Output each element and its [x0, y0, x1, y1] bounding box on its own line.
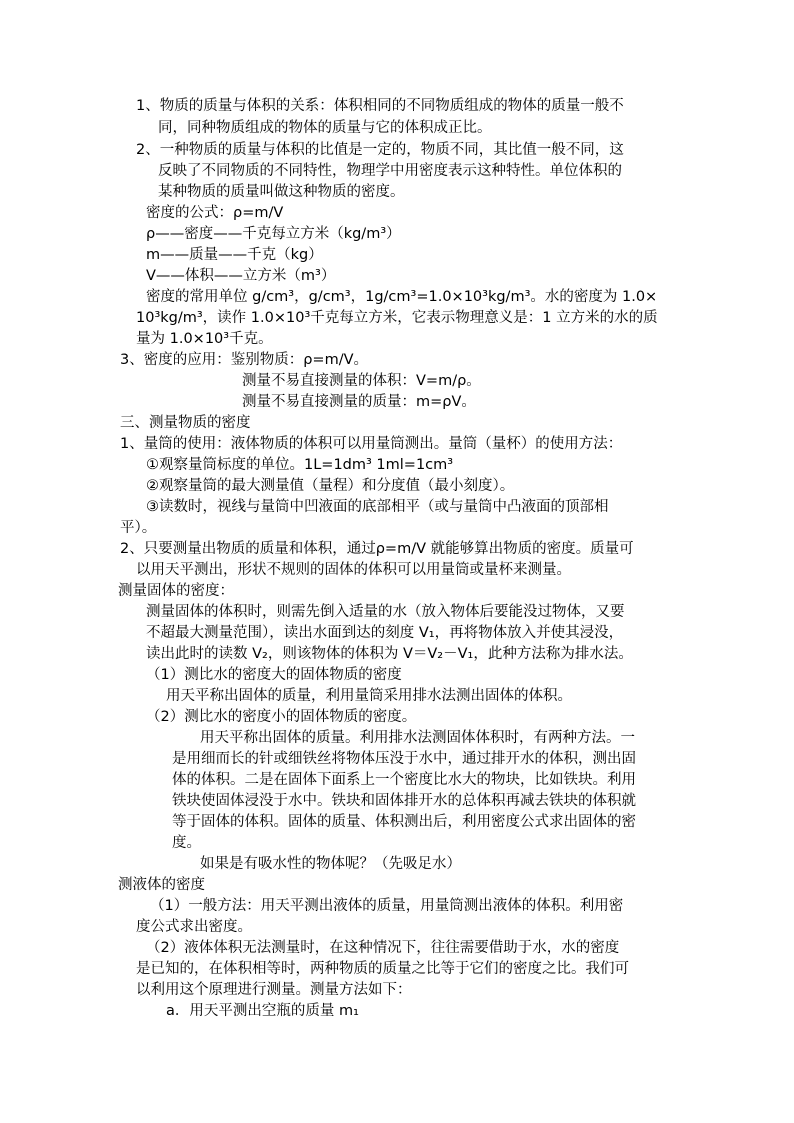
- text-line: 用天平称出固体的质量。利用排水法测固体体积时，有两种方法。一: [200, 730, 635, 746]
- text-line: 3、密度的应用：鉴别物质：ρ=m/V。: [120, 352, 369, 368]
- subheading: 测量固体的密度：: [118, 583, 234, 599]
- text-line: 度。: [172, 835, 201, 851]
- text-line: 2、只要测量出物质的质量和体积，通过ρ=m/V 就能够算出物质的密度。质量可: [120, 541, 634, 557]
- text-line: 同，同种物质组成的物体的质量与它的体积成正比。: [158, 120, 492, 136]
- text-line: ③读数时，视线与量筒中凹液面的底部相平（或与量筒中凸液面的顶部相: [146, 499, 609, 515]
- text-line: 是已知的，在体积相等时，两种物质的质量之比等于它们的密度之比。我们可: [136, 961, 629, 977]
- section-heading: 三、测量物质的密度: [120, 415, 251, 431]
- formula-line: 密度的公式：ρ=m/V: [146, 205, 284, 221]
- text-line: ρ——密度——千克每立方米（kg/m³）: [146, 226, 401, 242]
- text-line: m——质量——千克（kg）: [146, 247, 323, 263]
- text-line: V——体积——立方米（m³）: [146, 268, 336, 284]
- text-line: 测量不易直接测量的质量：m=ρV。: [242, 394, 476, 410]
- text-line: 不超最大测量范围），读出水面到达的刻度 V₁，再将物体放入并使其浸没，: [146, 625, 624, 641]
- text-line: a．用天平测出空瓶的质量 m₁: [166, 1003, 359, 1019]
- text-line: 以利用这个原理进行测量。测量方法如下：: [136, 982, 412, 998]
- text-line: 等于固体的体积。固体的质量、体积测出后，利用密度公式求出固体的密: [172, 814, 636, 830]
- text-line: 度公式求出密度。: [136, 919, 252, 935]
- text-line: （1）测比水的密度大的固体物质的密度: [146, 667, 402, 683]
- text-line: ①观察量筒标度的单位。1L=1dm³ 1ml=1cm³: [146, 457, 454, 473]
- text-line: 体的体积。二是在固体下面系上一个密度比水大的物块，比如铁块。利用: [172, 772, 636, 788]
- text-line: 量为 1.0×10³千克。: [136, 331, 273, 347]
- text-line: 测量固体的体积时，则需先倒入适量的水（放入物体后要能没过物体，又要: [146, 604, 625, 620]
- text-line: （1）一般方法：用天平测出液体的质量，用量筒测出液体的体积。利用密: [150, 898, 624, 914]
- text-line: 以用天平测出，形状不规则的固体的体积可以用量筒或量杯来测量。: [136, 562, 571, 578]
- text-line: 是用细而长的针或细铁丝将物体压没于水中，通过排开水的体积，测出固: [172, 751, 636, 767]
- text-line: （2）测比水的密度小的固体物质的密度。: [146, 709, 417, 725]
- text-line: 读出此时的读数 V₂，则该物体的体积为 V＝V₂－V₁，此种方法称为排水法。: [146, 646, 633, 662]
- text-line: 如果是有吸水性的物体呢？（先吸足水）: [200, 856, 461, 872]
- text-line: 密度的常用单位 g/cm³，g/cm³，1g/cm³=1.0×10³kg/m³。水的密度为 1.0×: [146, 289, 658, 305]
- text-line: 某种物质的质量叫做这种物质的密度。: [158, 184, 405, 200]
- text-line: 1、物质的质量与体积的关系：体积相同的不同物质组成的物体的质量一般不: [136, 98, 624, 114]
- text-line: 1、量筒的使用：液体物质的体积可以用量筒测出。量筒（量杯）的使用方法：: [120, 436, 623, 452]
- text-line: 10³kg/m³，读作 1.0×10³千克每立方米，它表示物理意义是：1 立方米的水的质: [136, 310, 658, 326]
- text-line: 铁块使固体浸没于水中。铁块和固体排开水的总体积再减去铁块的体积就: [172, 793, 636, 809]
- text-line: （2）液体体积无法测量时，在这种情况下，往往需要借助于水，水的密度: [146, 940, 620, 956]
- text-line: 用天平称出固体的质量，利用量筒采用排水法测出固体的体积。: [166, 688, 572, 704]
- text-line: 平）。: [120, 520, 157, 536]
- text-line: 反映了不同物质的不同特性，物理学中用密度表示这种特性。单位体积的: [158, 163, 622, 179]
- text-line: ②观察量筒的最大测量值（量程）和分度值（最小刻度）。: [146, 478, 515, 494]
- text-line: 2、一种物质的质量与体积的比值是一定的，物质不同，其比值一般不同，这: [136, 142, 624, 158]
- text-line: 测量不易直接测量的体积：V=m/ρ。: [242, 373, 481, 389]
- subheading: 测液体的密度: [118, 877, 205, 893]
